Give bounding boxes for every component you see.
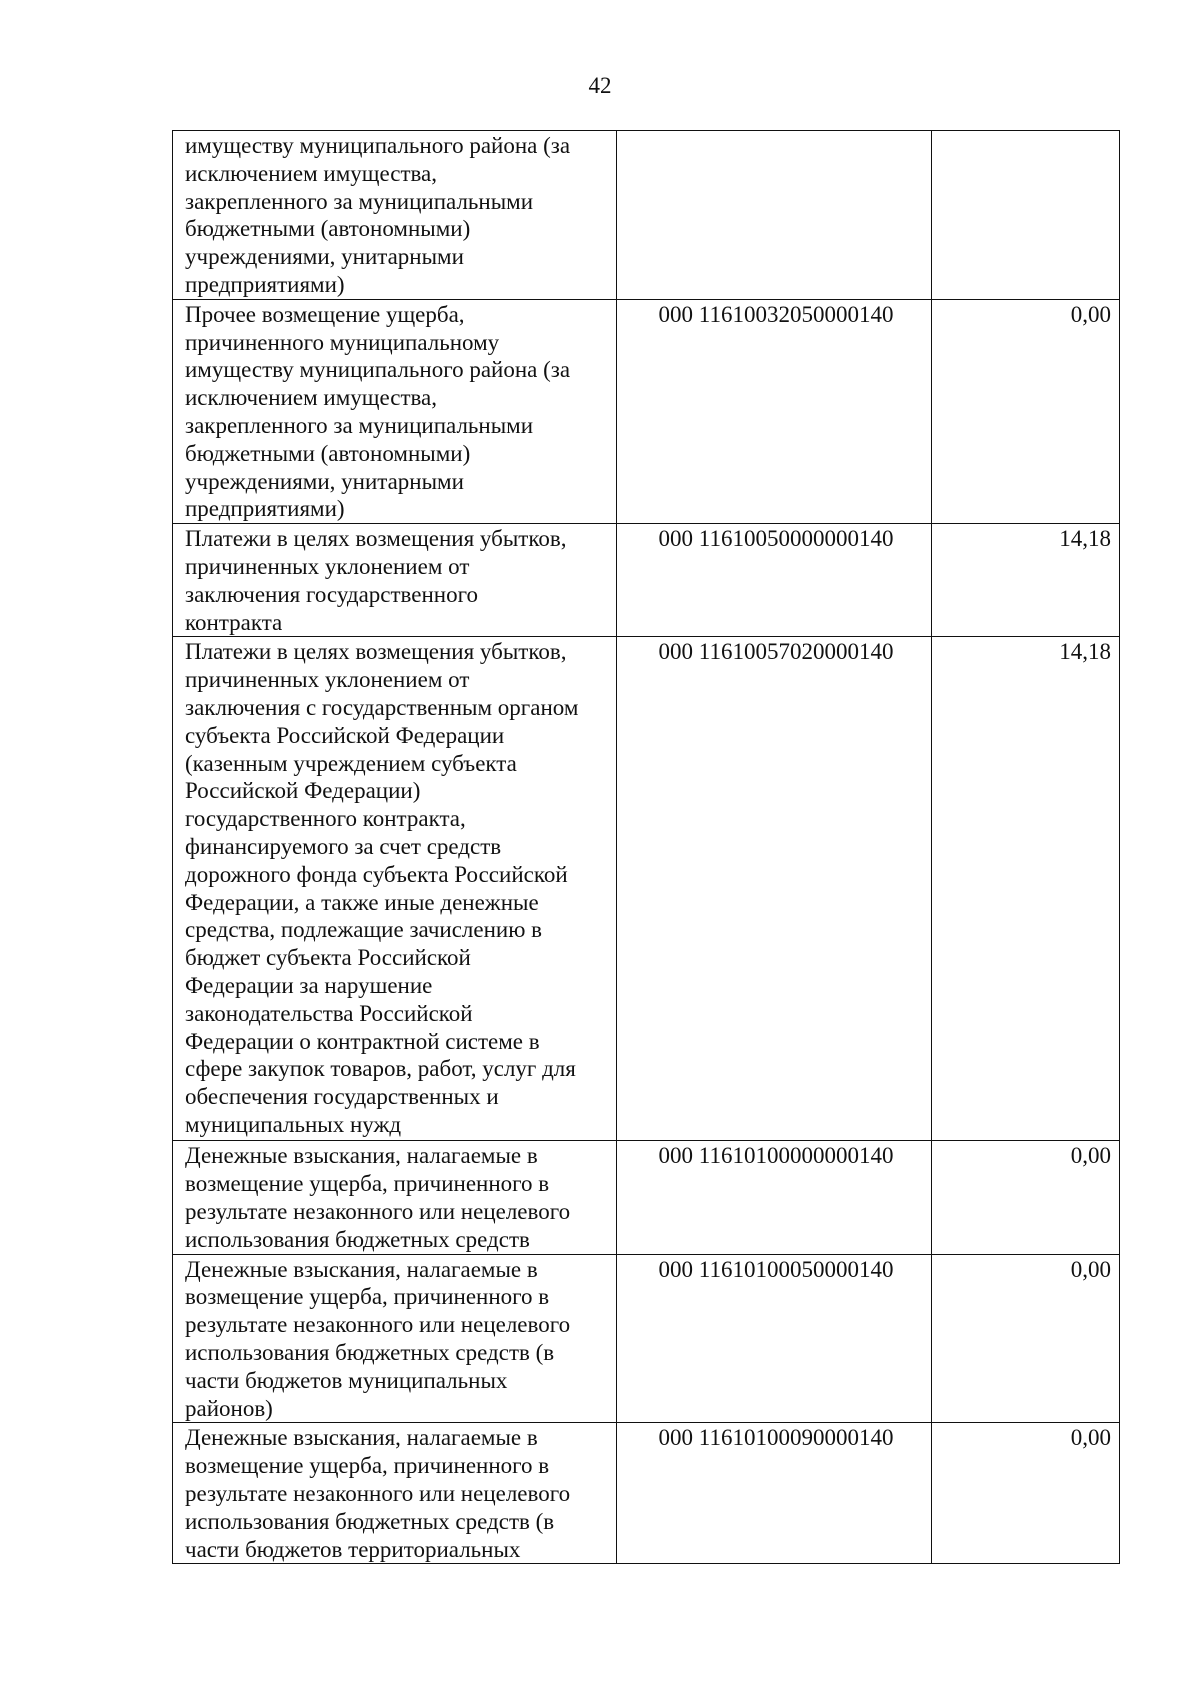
row-name-cell <box>173 524 617 637</box>
row-name: Денежные взыскания, налагаемые в возмещение ущерба, причиненного в результате незаконного или нецелевого использования бюджетных средств (в части бюджетов территориальных <box>185 1425 571 1562</box>
row-amount: 14,18 <box>932 524 1120 637</box>
row-amount: 0,00 <box>932 1141 1120 1254</box>
table-row <box>173 299 1120 523</box>
table-row <box>173 1141 1120 1254</box>
row-amount: 0,00 <box>932 1423 1120 1564</box>
row-name-cell <box>173 1141 617 1254</box>
table-row <box>173 1254 1120 1423</box>
row-name-cell <box>173 299 617 523</box>
row-name: Денежные взыскания, налагаемые в возмещение ущерба, причиненного в результате незаконного или нецелевого использования бюджетных средств (в части бюджетов муниципальных районов) <box>185 1256 571 1421</box>
row-code: 000 11610100050000140 <box>617 1254 932 1423</box>
row-name-cell <box>173 131 617 300</box>
row-name-cell <box>173 1423 617 1564</box>
row-code: 000 11610100000000140 <box>617 1141 932 1254</box>
row-name: Платежи в целях возмещения убытков, причиненных уклонением от заключения с государственным органом субъекта Российской Федерации (казенным учреждением субъекта Российской Федерации) государственного контракта, финансируемого за счет средств дорожного фонда субъекта Российской Федерации, а также иные денежные средства, подлежащие зачислению в бюджет субъекта Российской Федерации за нарушение законодательства Российской Федерации о контрактной системе в сфере закупок товаров, работ, услуг для обеспечения государственных и муниципальных нужд <box>185 639 579 1137</box>
row-name: Платежи в целях возмещения убытков, причиненных уклонением от заключения государственного контракта <box>185 526 567 635</box>
row-code: 000 11610050000000140 <box>617 524 932 637</box>
table-row <box>173 1423 1120 1564</box>
table-row <box>173 637 1120 1141</box>
row-amount <box>932 131 1120 300</box>
table-row <box>173 131 1120 300</box>
row-code <box>617 131 932 300</box>
row-amount: 14,18 <box>932 637 1120 1141</box>
row-name: имуществу муниципального района (за исключением имущества, закрепленного за муниципальными бюджетными (автономными) учреждениями, унитарными предприятиями) <box>185 133 571 297</box>
row-amount: 0,00 <box>932 1254 1120 1423</box>
page-number: 42 <box>588 73 612 98</box>
row-amount: 0,00 <box>932 299 1120 523</box>
table-row <box>173 524 1120 637</box>
row-code: 000 11610100090000140 <box>617 1423 932 1564</box>
row-name-cell <box>173 637 617 1141</box>
row-name-cell <box>173 1254 617 1423</box>
row-name: Денежные взыскания, налагаемые в возмещение ущерба, причиненного в результате незаконного или нецелевого использования бюджетных средств <box>185 1143 571 1252</box>
row-code: 000 11610057020000140 <box>617 637 932 1141</box>
revenue-table <box>172 130 1120 1564</box>
row-code: 000 11610032050000140 <box>617 299 932 523</box>
row-name: Прочее возмещение ущерба, причиненного муниципальному имуществу муниципального района (за исключением имущества, закрепленного за муниципальными бюджетными (автономными) учреждениями, унитарными предприятиями) <box>185 301 571 522</box>
